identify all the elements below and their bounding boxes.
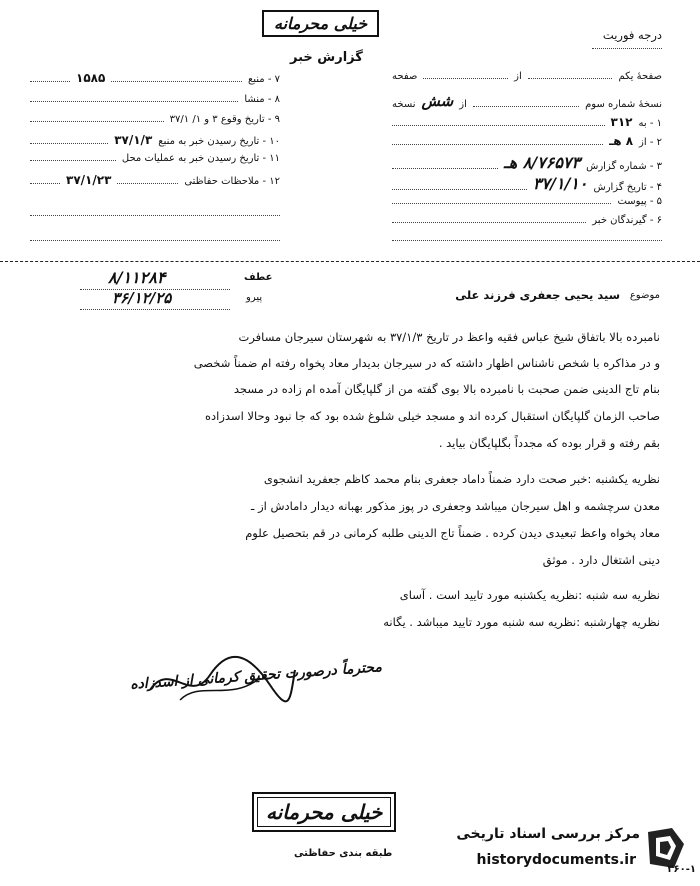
handwritten-note: محترماً درصورت تحقیق کرمانی از اسدزاده [129, 659, 383, 693]
watermark-url: historydocuments.ir [476, 852, 636, 868]
protection-class-label: طبقه بندی حفاظتی [294, 848, 393, 859]
field-source: ۷ - منبع ۱۵۸۵ [30, 71, 280, 85]
bottom-stamp-text: خیلی محرمانه [266, 800, 383, 824]
field-received-by-ops: ۱۱ - تاریخ رسیدن خبر به عملیات محل [30, 153, 280, 164]
reference-number: ۸/۱۱۲۸۴ [108, 268, 166, 287]
subject-value: سید یحیی جعفری فرزند علی [455, 288, 620, 302]
bottom-classification-stamp [252, 792, 396, 832]
field-protection-notes: ۱۲ - ملاحظات حفاظتی ۳۷/۱/۲۳ [30, 173, 280, 187]
urgency-line [592, 48, 662, 49]
page-code: ۳۶۰-۱ [667, 864, 696, 875]
top-stamp-text: خیلی محرمانه [274, 14, 368, 33]
subject-label: موضوع [629, 290, 660, 301]
left-extra-line-1 [30, 215, 280, 216]
field-received-by-source: ۱۰ - تاریخ رسیدن خبر به منبع ۳۷/۱/۳ [30, 133, 280, 147]
left-extra-line-2 [30, 240, 280, 241]
field-report-date: ۴ - تاریخ گزارش ۳۷/۱/۱۰ [392, 174, 662, 193]
field-copy: نسخهٔ شماره سوم از شش نسخه [392, 92, 662, 110]
opinion-wednesday: نظریه چهارشنبه :نظریه سه شنبه مورد تایید میباشد . یگانه [383, 615, 660, 629]
field-to: ۱ - به ۳۱۲ [392, 115, 662, 129]
field-occurrence-date: ۹ - تاریخ وقوع ۳ و ۱/ ۳۷/۱ [30, 114, 280, 125]
body-line-1: نامبرده بالا باتفاق شیخ عباس فقیه واعظ در تاریخ ۳۷/۱/۳ به شهرستان سیرجان مسافرت [238, 330, 660, 344]
field-attachment: ۵ - پیوست [392, 196, 662, 207]
field-page: صفحهٔ یکم از صفحه [392, 71, 662, 82]
note-line-2: معدن سرچشمه و اهل سیرجان میباشد وجعفری در پوز مذکور بهبانه دیدار دامادش از ـ [251, 499, 660, 513]
opinion-tuesday: نظریه سه شنبه :نظریه یکشنبه مورد تایید است . آسای [399, 588, 660, 602]
reference-label-atf: عطف [244, 272, 273, 283]
reference-date: ۳۶/۱۲/۲۵ [112, 289, 172, 307]
reference-line-2 [80, 309, 230, 310]
field-recipients: ۶ - گیرندگان خبر [392, 215, 662, 226]
body-line-2: و در مذاکره با شخص ناشناس اظهار داشته که در سیرجان بدیدار معاد پخواه رفته ام ضمناً شخصی [193, 356, 660, 370]
top-classification-stamp [262, 10, 379, 37]
watermark [418, 818, 690, 880]
reference-label-peyro: پیرو [246, 292, 263, 303]
header-divider [0, 261, 700, 262]
watermark-title: مرکز بررسی اسناد تاریخی [456, 826, 640, 842]
signature-scribble [140, 650, 300, 710]
field-from: ۲ - از ۸ هـ [392, 134, 662, 148]
body-line-3: بنام تاج الدینی ضمن صحبت با نامبرده بالا بوی گفته من از گلپایگان آمده ام زاده در مسجد [233, 382, 660, 396]
field-report-number: ۳ - شماره گزارش ۸/۷۶۵۷۳ هـ [392, 153, 662, 172]
note-line-3: معاد پخواه واعظ تبعیدی دیدن کرده . ضمناً تاج الدینی طلبه کرمانی در قم بتحصیل علوم [245, 526, 660, 540]
field-origin: ۸ - منشا [30, 94, 280, 105]
right-extra-line [392, 240, 662, 241]
body-line-4: صاحب الزمان گلپایگان استقبال کرده اند و مسجد خیلی شلوغ شده بود که جا نبود وحالا اسدزاده [205, 409, 660, 423]
body-line-5: بقم رفته و قرار بوده که مجدداً بگلپایگان بیاید . [438, 436, 660, 450]
note-line-1: نظریه یکشنبه :خبر صحت دارد ضمناً داماد جعفری بنام محمد کاظم جعفرید انشجوی [263, 472, 660, 486]
report-title: گزارش خبر [290, 50, 363, 65]
note-line-4: دینی اشتغال دارد . موثق [542, 553, 660, 567]
urgency-label: درجه فوریت [602, 28, 662, 42]
